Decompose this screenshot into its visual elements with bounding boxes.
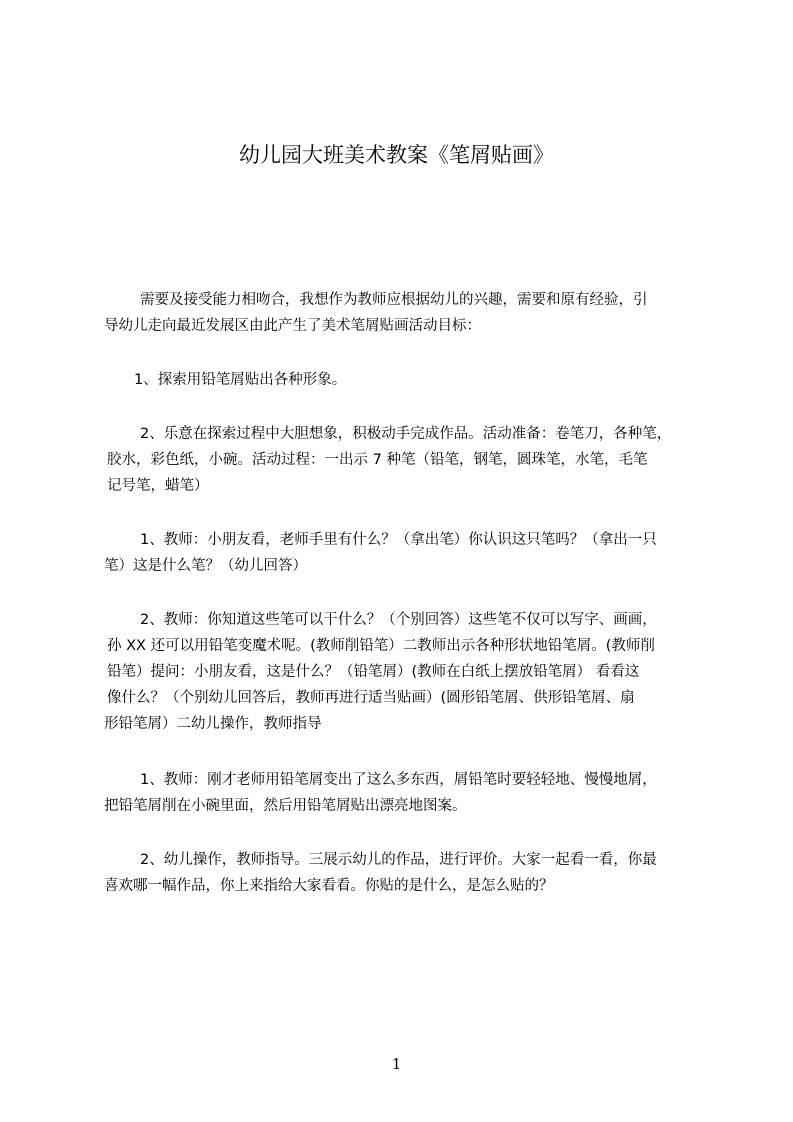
paragraph-goal-1 [104, 367, 719, 393]
paragraph-step-1 [104, 527, 719, 579]
paragraph-line: 形铅笔屑）二幼儿操作，教师指导 [104, 716, 322, 732]
paragraph-line: 2、教师：你知道这些笔可以干什么？（个别回答）这些笔不仅可以写字、画画， [140, 612, 657, 628]
paragraph-line: 孙 XX 还可以用铅笔变魔术呢。(教师削铅笔）二教师出示各种形状地铅笔屑。(教师削 [107, 638, 655, 654]
paragraph-line: 喜欢哪一幅作品，你上来指给大家看看。你贴的是什么，是怎么贴的？ [104, 878, 554, 894]
paragraph-line: 2、幼儿操作，教师指导。三展示幼儿的作品，进行评价。大家一起看一看，你最 [140, 852, 657, 868]
document-title: 幼儿园大班美术教案《笔屑贴画》 [239, 143, 554, 167]
paragraph-line: 笔）这是什么笔？（幼儿回答） [104, 558, 307, 574]
paragraph-line: 导幼儿走向最近发展区由此产生了美术笔屑贴画活动目标： [104, 318, 481, 334]
paragraph-display [104, 847, 719, 899]
page-number: 1 [391, 1055, 402, 1073]
paragraph-line: 2、乐意在探索过程中大胆想象，积极动手完成作品。活动准备：卷笔刀，各种笔， [140, 426, 672, 442]
paragraph-line: 胶水，彩色纸，小碗。活动过程：一出示 7 种笔（铅笔，钢笔，圆珠笔，水笔，毛笔 [107, 452, 648, 468]
paragraph-line: 把铅笔屑削在小碗里面，然后用铅笔屑贴出漂亮地图案。 [104, 798, 467, 814]
paragraph-line: 1、教师：小朋友看，老师手里有什么？（拿出笔）你认识这只笔吗？（拿出一只 [140, 532, 657, 548]
paragraph-intro [104, 287, 719, 339]
paragraph-line: 像什么？（个别幼儿回答后，教师再进行适当贴画）(圆形铅笔屑、供形铅笔屑、扇 [107, 690, 635, 706]
paragraph-goal-2 [104, 421, 719, 499]
paragraph-step-2 [104, 607, 719, 737]
paragraph-line: 1、教师：刚才老师用铅笔屑变出了这么多东西，屑铅笔时要轻轻地、慢慢地屑， [140, 772, 657, 788]
paragraph-line: 记号笔，蜡笔） [107, 478, 209, 494]
paragraph-line: 铅笔）提问：小朋友看，这是什么？（铅笔屑）(教师在白纸上摆放铅笔屑） 看看这 [107, 664, 640, 680]
paragraph-operation [104, 767, 719, 819]
paragraph-line: 需要及接受能力相吻合，我想作为教师应根据幼儿的兴趣，需要和原有经验，引 [140, 292, 648, 308]
paragraph-line: 1、探索用铅笔屑贴出各种形象。 [134, 372, 347, 388]
